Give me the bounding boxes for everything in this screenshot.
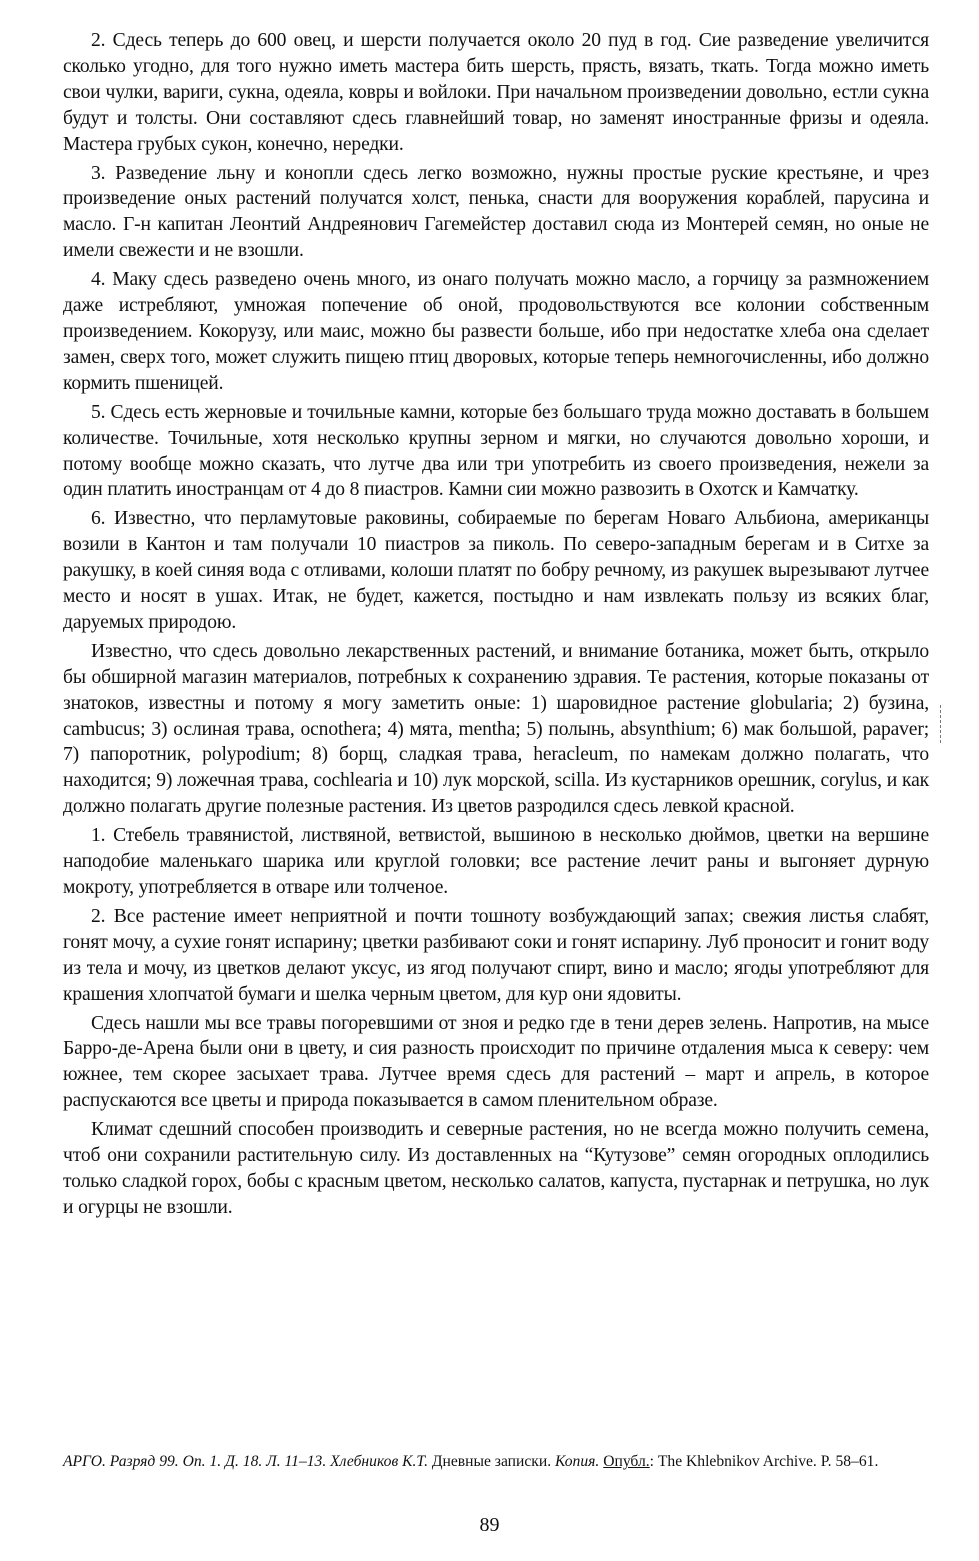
source-archive: АРГО. Разряд 99. Оп. 1. Д. 18. Л. 11–13. bbox=[63, 1453, 327, 1470]
paragraph-climate: Климат сдешний способен производить и северные растения, но не всегда можно получить семена, чтоб они сохранили растительную силу. Из доставленных на “Кутузове” семян огородных оплодились только сладкой горох, бобы с красным цветом, несколько салатов, капуста, пустарнак и петрушка, но лук и огурцы не взошли. bbox=[63, 1119, 929, 1218]
paragraph-medicinal-plants: Известно, что сдесь довольно лекарственных растений, и внимание ботаника, может быть, открыло бы обширной магазин материалов, потребных к сохранению здравия. Те растения, которые показаны от знатоков, известны и потому я могу заметить оные: 1) шаровидное растение globularia; 2) бузина, cambucus; 3) ослиная трава, ocnothera; 4) мята, mentha; 5) полынь, absynthium; 6) мак большой, papaver; 7) папоротник, polypodium; 8) борщ, сладкая трава, heracleum, по намекам должно полагать, что находится; 9) ложечная трава, cochlearia и 10) лук морской, scilla. Из кустарников орешник, corylus, и как должно полагать другие полезные растения. Из цветов разродился сдесь левкой красной. bbox=[63, 640, 929, 818]
paragraph-poppy-maize: 4. Маку сдесь разведено очень много, из онаго получать можно масло, а горчицу за размножением даже истребляют, умножая попечение об оной, продовольствуются все колонии собственным произведением. Кокорузу, или маис, можно бы развести больше, ибо при недостатке хлеба она сделает замен, сверх того, может служить пищею птиц дворовых, которые теперь немногочисленны, ибо должно кормить пшеницей. bbox=[63, 269, 929, 394]
paragraph-sheep-wool: 2. Сдесь теперь до 600 овец, и шерсти получается около 20 пуд в год. Сие разведение увеличится сколько угодно, для того нужно иметь мастера бить шерсть, прясть, вязать, ткать. Тогда можно иметь свои чулки, вариги, сукна, одеяла, ковры и войлоки. При начальном произведении довольно, естли сукна будут и толсты. Они составляют сдесь главнейший товар, но заменят иностранные фризы и одеяла. Мастера грубых сукон, конечно, нередки. bbox=[63, 30, 929, 155]
source-published-label: Опубл. bbox=[603, 1453, 650, 1470]
document-page bbox=[63, 28, 929, 1221]
source-author: Хлебников К.Т. bbox=[330, 1453, 428, 1470]
margin-scan-mark bbox=[940, 705, 941, 743]
paragraph-pearl-shells: 6. Известно, что перламутовые раковины, собираемые по берегам Новаго Альбиона, американцы возили в Кантон и там получали 10 пиастров за пиколь. По северо-западным берегам и в Ситхе за ракушку, в коей синяя вода с отливами, колоши платят по бобру речному, из ракушек вырезывают лутчее место и носят в ушах. Итак, не будет, кажется, постыдно и нам извлекать пользу из всяких благ, даруемых природою. bbox=[63, 508, 929, 633]
source-title: Дневные записки. bbox=[431, 1453, 552, 1470]
paragraph-dry-grass: Сдесь нашли мы все травы погоревшими от зноя и редко где в тени дерев зелень. Напротив, на мысе Барро-де-Арена были они в цвету, и сия разность происходит по причине отдаления мыса к северу: чем южнее, тем скорее засыхает трава. Лутчее время сдесь для растений – март и апрель, в которое распускаются все цветы и природа показывается в самом пленительном образе. bbox=[63, 1012, 929, 1112]
source-note bbox=[63, 1451, 929, 1472]
page-number: 89 bbox=[479, 1514, 500, 1536]
source-copy: Копия. bbox=[555, 1453, 600, 1470]
paragraph-millstones: 5. Сдесь есть жерновые и точильные камни, которые без большаго труда можно доставать в большем количестве. Точильные, хотя несколько крупны зерном и мягки, но случаются довольно хороши, и потому вообще можно сказать, что лутче два или три употребить из своего произведения, нежели за один платить иностранцам от 4 до 8 пиастров. Камни сии можно развозить в Охотск и Камчатку. bbox=[63, 401, 929, 501]
paragraph-note-2: 2. Все растение имеет неприятной и почти тошноту возбуждающий запах; свежия листья слабят, гонят мочу, а сухие гонят испарину; цветки разбивают соки и гонят испарину. Луб проносит и гонит воду из тела и мочу, из цветков делают уксус, из ягод получают спирт, вино и масло; ягоды употребляют для крашения хлопчатой бумаги и шелка черным цветом, для кур они ядовиты. bbox=[63, 905, 929, 1005]
paragraph-note-1: 1. Стебель травянистой, листвяной, ветвистой, вышиною в несколько дюймов, цветки на вершине наподобие маленькаго шарика или круглой головки; все растение лечит раны и выгоняет дурную мокроту, употребляется в отваре или толченое. bbox=[63, 825, 929, 898]
source-published-rest: : The Khlebnikov Archive. P. 58–61. bbox=[649, 1453, 879, 1470]
paragraph-flax-hemp: 3. Разведение льну и конопли сдесь легко возможно, нужны простые руские крестьяне, и чрез произведение оных растений получатся холст, пенька, снасти для вооружения кораблей, парусина и масло. Г-н капитан Леонтий Андреянович Гагемейстер доставил сюда из Монтерей семян, но оные не имели свежести и не взошли. bbox=[63, 162, 929, 262]
